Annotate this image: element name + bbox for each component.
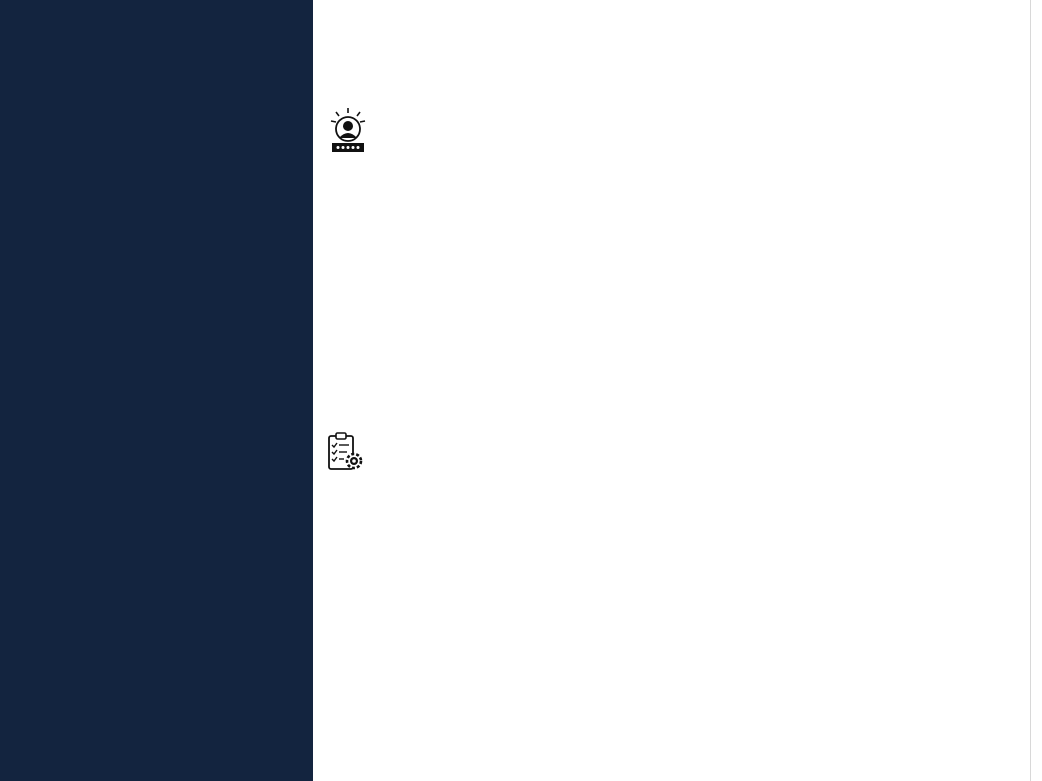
- person-award-icon: [329, 107, 367, 155]
- resume-main-content: [313, 0, 1042, 781]
- skills-sidebar: [0, 0, 313, 781]
- clipboard-gear-icon: [327, 431, 365, 473]
